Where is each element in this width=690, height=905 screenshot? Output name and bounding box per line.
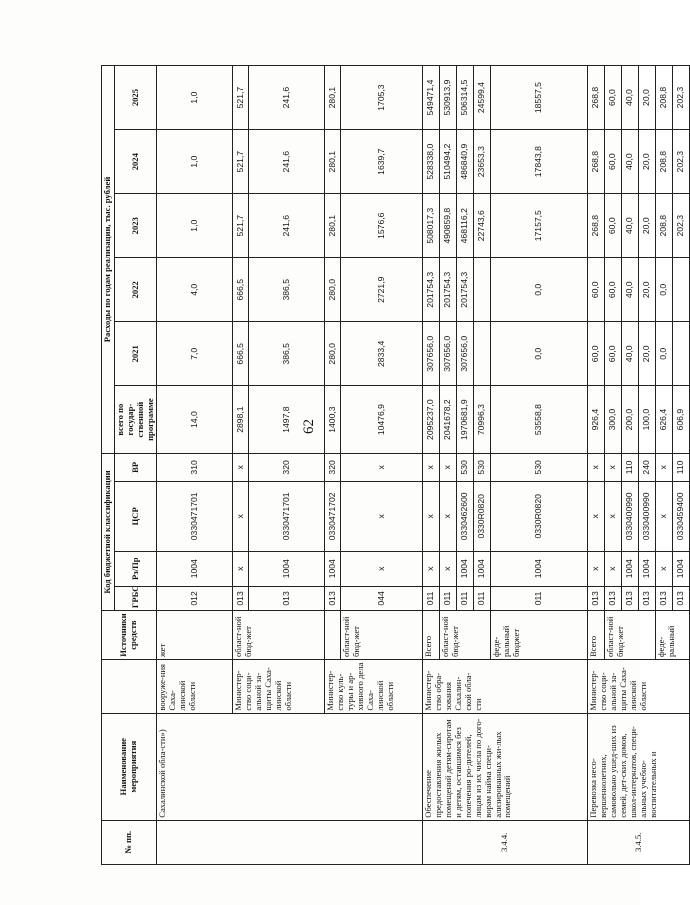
cell-total: 14,0 xyxy=(157,386,233,454)
cell-total: 606,9 xyxy=(673,386,690,454)
cell-csr: 0330400990 xyxy=(639,481,656,551)
cell-2025: 268,8 xyxy=(588,66,605,130)
cell-vr: х xyxy=(588,453,605,481)
row-number: 3.4.5. xyxy=(588,820,690,864)
cell-2025: 506314,5 xyxy=(457,66,474,130)
cell-csr: х xyxy=(233,481,249,551)
cell-vr: 320 xyxy=(325,453,341,481)
cell-2025: 241,6 xyxy=(249,66,325,130)
col-header-year: 2022 xyxy=(114,258,157,322)
cell-2023: 40,0 xyxy=(622,194,639,258)
cell-csr: х xyxy=(423,481,440,551)
cell-2024: 528338,0 xyxy=(423,130,440,194)
cell-grbs: 011 xyxy=(491,586,588,610)
cell-2025: 208,8 xyxy=(656,66,673,130)
cell-rzpr: 1004 xyxy=(157,551,233,586)
cell-rzpr: х xyxy=(588,551,605,586)
funding-source: Всего xyxy=(588,611,605,660)
cell-2021: 280,0 xyxy=(325,322,341,386)
cell-2021: 307656,0 xyxy=(457,322,474,386)
cell-total: 626,4 xyxy=(656,386,673,454)
cell-csr: 0330400990 xyxy=(622,481,639,551)
cell-total: 2095237,0 xyxy=(423,386,440,454)
cell-2024: 280,1 xyxy=(325,130,341,194)
cell-2023: 60,0 xyxy=(605,194,622,258)
row-number xyxy=(157,820,423,864)
cell-total: 70996,3 xyxy=(474,386,491,454)
cell-2024: 1639,7 xyxy=(341,130,423,194)
cell-csr: х xyxy=(588,481,605,551)
cell-csr: 0330471702 xyxy=(325,481,341,551)
cell-csr: х xyxy=(656,481,673,551)
cell-2025: 60,0 xyxy=(605,66,622,130)
cell-vr: 110 xyxy=(673,453,690,481)
cell-vr: х xyxy=(656,453,673,481)
cell-2022: 201754,3 xyxy=(423,258,440,322)
cell-2021: 7,0 xyxy=(157,322,233,386)
cell-2024: 521,7 xyxy=(233,130,249,194)
cell-2025: 521,7 xyxy=(233,66,249,130)
cell-2025: 24599,4 xyxy=(474,66,491,130)
cell-2024: 510494,2 xyxy=(440,130,457,194)
col-header-rzpr: Рз/Пр xyxy=(114,551,157,586)
cell-csr: 0330459400 xyxy=(673,481,690,551)
cell-2023: 508017,3 xyxy=(423,194,440,258)
cell-2022: 201754,3 xyxy=(440,258,457,322)
cell-total: 100,0 xyxy=(639,386,656,454)
cell-csr: х xyxy=(605,481,622,551)
cell-2024: 202,3 xyxy=(673,130,690,194)
col-header-budget-code: Код бюджетной классификации xyxy=(102,453,115,610)
cell-vr: х xyxy=(341,453,423,481)
funding-source: Всего xyxy=(423,611,440,660)
executor-name: Министер-ство соци-альной за-щиты Саха-линской области xyxy=(233,660,325,714)
col-header-vr: ВР xyxy=(114,453,157,481)
cell-2021: 60,0 xyxy=(588,322,605,386)
cell-total: 2041678,2 xyxy=(440,386,457,454)
cell-grbs: 011 xyxy=(440,586,457,610)
cell-2021: 386,5 xyxy=(249,322,325,386)
cell-2023: 241,6 xyxy=(249,194,325,258)
cell-2023: 208,8 xyxy=(656,194,673,258)
cell-2025: 530913,9 xyxy=(440,66,457,130)
cell-grbs: 013 xyxy=(588,586,605,610)
cell-2025: 280,1 xyxy=(325,66,341,130)
cell-2023: 521,7 xyxy=(233,194,249,258)
cell-grbs: 011 xyxy=(457,586,474,610)
cell-vr: х xyxy=(440,453,457,481)
cell-2024: 40,0 xyxy=(622,130,639,194)
cell-2024: 23653,3 xyxy=(474,130,491,194)
cell-2025: 20,0 xyxy=(639,66,656,130)
cell-total: 10476,9 xyxy=(341,386,423,454)
cell-total: 1400,3 xyxy=(325,386,341,454)
cell-rzpr: х xyxy=(656,551,673,586)
cell-vr: 240 xyxy=(639,453,656,481)
cell-2022 xyxy=(673,258,690,322)
cell-2023: 1576,6 xyxy=(341,194,423,258)
cell-2021 xyxy=(474,322,491,386)
cell-2023: 202,3 xyxy=(673,194,690,258)
cell-2025: 1,0 xyxy=(157,66,233,130)
cell-grbs: 013 xyxy=(605,586,622,610)
funding-source xyxy=(325,611,341,660)
cell-vr: 310 xyxy=(157,453,233,481)
cell-2022: 4,0 xyxy=(157,258,233,322)
cell-grbs: 013 xyxy=(249,586,325,610)
executor-name: Министер-ство соци-альной за-щиты Саха-линской области xyxy=(588,660,690,714)
cell-total: 1497,8 xyxy=(249,386,325,454)
cell-2023: 17157,5 xyxy=(491,194,588,258)
cell-2021: 20,0 xyxy=(639,322,656,386)
funding-source: област-ной бюд-жет xyxy=(440,611,491,660)
cell-2022: 2721,9 xyxy=(341,258,423,322)
funding-source: област-ной бюд-жет xyxy=(341,611,423,660)
cell-total: 926,4 xyxy=(588,386,605,454)
funding-source: феде-ральный бюджет xyxy=(491,611,588,660)
col-header-source: Источники средств xyxy=(102,611,157,660)
cell-2021: 0,0 xyxy=(491,322,588,386)
cell-vr: 530 xyxy=(491,453,588,481)
cell-2023: 280,1 xyxy=(325,194,341,258)
cell-rzpr: 1004 xyxy=(639,551,656,586)
cell-2024: 1,0 xyxy=(157,130,233,194)
cell-2025: 1705,3 xyxy=(341,66,423,130)
cell-total: 1970681,9 xyxy=(457,386,474,454)
executor-name: Министер-ство обра-зования Сахалин-ской обла-сти xyxy=(423,660,588,714)
cell-2025: 202,3 xyxy=(673,66,690,130)
cell-2025: 549471,4 xyxy=(423,66,440,130)
cell-2024: 241,6 xyxy=(249,130,325,194)
cell-2021: 2833,4 xyxy=(341,322,423,386)
cell-2024: 208,8 xyxy=(656,130,673,194)
cell-2021: 0,0 xyxy=(656,322,673,386)
cell-2023: 490859,8 xyxy=(440,194,457,258)
col-header-grbs: ГРБС xyxy=(114,586,157,610)
measure-name: Перевозка несо-вершеннолетних, самовольно ушед-ших из семей, дет-ских домов, школ-интернатов, специ-альных учебно-воспитательных и xyxy=(588,713,690,820)
col-header-expenses: Расходы по годам реализации, тыс. рублей xyxy=(102,66,115,454)
cell-2024: 486840,9 xyxy=(457,130,474,194)
cell-2025: 18557,5 xyxy=(491,66,588,130)
cell-2021: 666,5 xyxy=(233,322,249,386)
col-header-year: 2025 xyxy=(114,66,157,130)
cell-2021: 307656,0 xyxy=(423,322,440,386)
cell-vr: 320 xyxy=(249,453,325,481)
cell-2022: 386,5 xyxy=(249,258,325,322)
cell-vr: 530 xyxy=(457,453,474,481)
cell-grbs: 013 xyxy=(325,586,341,610)
cell-csr: 0330471701 xyxy=(157,481,233,551)
cell-csr: 0330471701 xyxy=(249,481,325,551)
cell-2023: 22743,6 xyxy=(474,194,491,258)
cell-grbs: 011 xyxy=(423,586,440,610)
cell-2022: 666,5 xyxy=(233,258,249,322)
cell-grbs: 013 xyxy=(622,586,639,610)
col-header-total: всего по государ-ственной программе xyxy=(114,386,157,454)
cell-csr: 0330R0820 xyxy=(474,481,491,551)
cell-grbs: 012 xyxy=(157,586,233,610)
cell-csr: х xyxy=(440,481,457,551)
cell-2022: 20,0 xyxy=(639,258,656,322)
executor-name: Министер-ство куль-туры и ар-хивного дела Саха-линской области xyxy=(325,660,423,714)
col-header-executor xyxy=(102,660,157,714)
cell-rzpr: 1004 xyxy=(249,551,325,586)
col-header-year: 2023 xyxy=(114,194,157,258)
cell-grbs: 013 xyxy=(673,586,690,610)
col-header-year: 2021 xyxy=(114,322,157,386)
cell-2022: 0,0 xyxy=(656,258,673,322)
cell-grbs: 013 xyxy=(656,586,673,610)
cell-2021: 60,0 xyxy=(605,322,622,386)
row-number: 3.4.4. xyxy=(423,820,588,864)
col-header-year: 2024 xyxy=(114,130,157,194)
cell-grbs: 013 xyxy=(233,586,249,610)
cell-2022: 0,0 xyxy=(491,258,588,322)
rotated-table-container xyxy=(101,65,686,865)
cell-rzpr: 1004 xyxy=(457,551,474,586)
cell-2023: 20,0 xyxy=(639,194,656,258)
cell-2022: 280,0 xyxy=(325,258,341,322)
executor-name: вооруже-ния Саха-линской области xyxy=(157,660,233,714)
col-header-name: Наименование мероприятия xyxy=(102,713,157,820)
cell-csr: х xyxy=(341,481,423,551)
cell-rzpr: х xyxy=(423,551,440,586)
cell-vr: х xyxy=(423,453,440,481)
funding-source: област-ной бюд-жет xyxy=(233,611,325,660)
cell-total: 53558,8 xyxy=(491,386,588,454)
cell-rzpr: 1004 xyxy=(622,551,639,586)
col-header-csr: ЦСР xyxy=(114,481,157,551)
cell-2022 xyxy=(474,258,491,322)
cell-2023: 1,0 xyxy=(157,194,233,258)
cell-2024: 60,0 xyxy=(605,130,622,194)
measure-name: Сахалинской обла-сти») xyxy=(157,713,423,820)
cell-grbs: 044 xyxy=(341,586,423,610)
funding-source: феде-ральный xyxy=(656,611,690,660)
cell-vr: 530 xyxy=(474,453,491,481)
col-header-num: № пп. xyxy=(102,820,157,864)
cell-csr: 0330R0820 xyxy=(491,481,588,551)
budget-table xyxy=(101,65,690,865)
cell-rzpr: 1004 xyxy=(325,551,341,586)
cell-rzpr: х xyxy=(341,551,423,586)
cell-total: 200,0 xyxy=(622,386,639,454)
cell-csr: 0330462600 xyxy=(457,481,474,551)
cell-2023: 268,8 xyxy=(588,194,605,258)
cell-2024: 268,8 xyxy=(588,130,605,194)
cell-rzpr: х xyxy=(605,551,622,586)
cell-grbs: 013 xyxy=(639,586,656,610)
cell-vr: 110 xyxy=(622,453,639,481)
cell-2022: 60,0 xyxy=(605,258,622,322)
cell-2021: 40,0 xyxy=(622,322,639,386)
page-number: 62 xyxy=(301,419,317,434)
cell-total: 2898,1 xyxy=(233,386,249,454)
cell-rzpr: х xyxy=(233,551,249,586)
cell-rzpr: 1004 xyxy=(491,551,588,586)
cell-2022: 60,0 xyxy=(588,258,605,322)
cell-2024: 20,0 xyxy=(639,130,656,194)
cell-2025: 40,0 xyxy=(622,66,639,130)
cell-total: 300,0 xyxy=(605,386,622,454)
cell-2021 xyxy=(673,322,690,386)
cell-2021: 307656,0 xyxy=(440,322,457,386)
cell-vr: х xyxy=(233,453,249,481)
cell-vr: х xyxy=(605,453,622,481)
cell-2023: 468116,2 xyxy=(457,194,474,258)
cell-rzpr: 1004 xyxy=(474,551,491,586)
measure-name: Обеспечение предоставления жилых помещений детям-сиротам и детям, оставшимся без попечения ро-дителей, лицам из их числа по дого-ворам найма специ-ализированных жи-лых помещений xyxy=(423,713,588,820)
cell-rzpr: х xyxy=(440,551,457,586)
cell-2022: 201754,3 xyxy=(457,258,474,322)
cell-rzpr: 1004 xyxy=(673,551,690,586)
funding-source: жет xyxy=(157,611,233,660)
funding-source: област-ной бюд-жет xyxy=(605,611,656,660)
cell-2024: 17843,8 xyxy=(491,130,588,194)
cell-2022: 40,0 xyxy=(622,258,639,322)
cell-grbs: 011 xyxy=(474,586,491,610)
